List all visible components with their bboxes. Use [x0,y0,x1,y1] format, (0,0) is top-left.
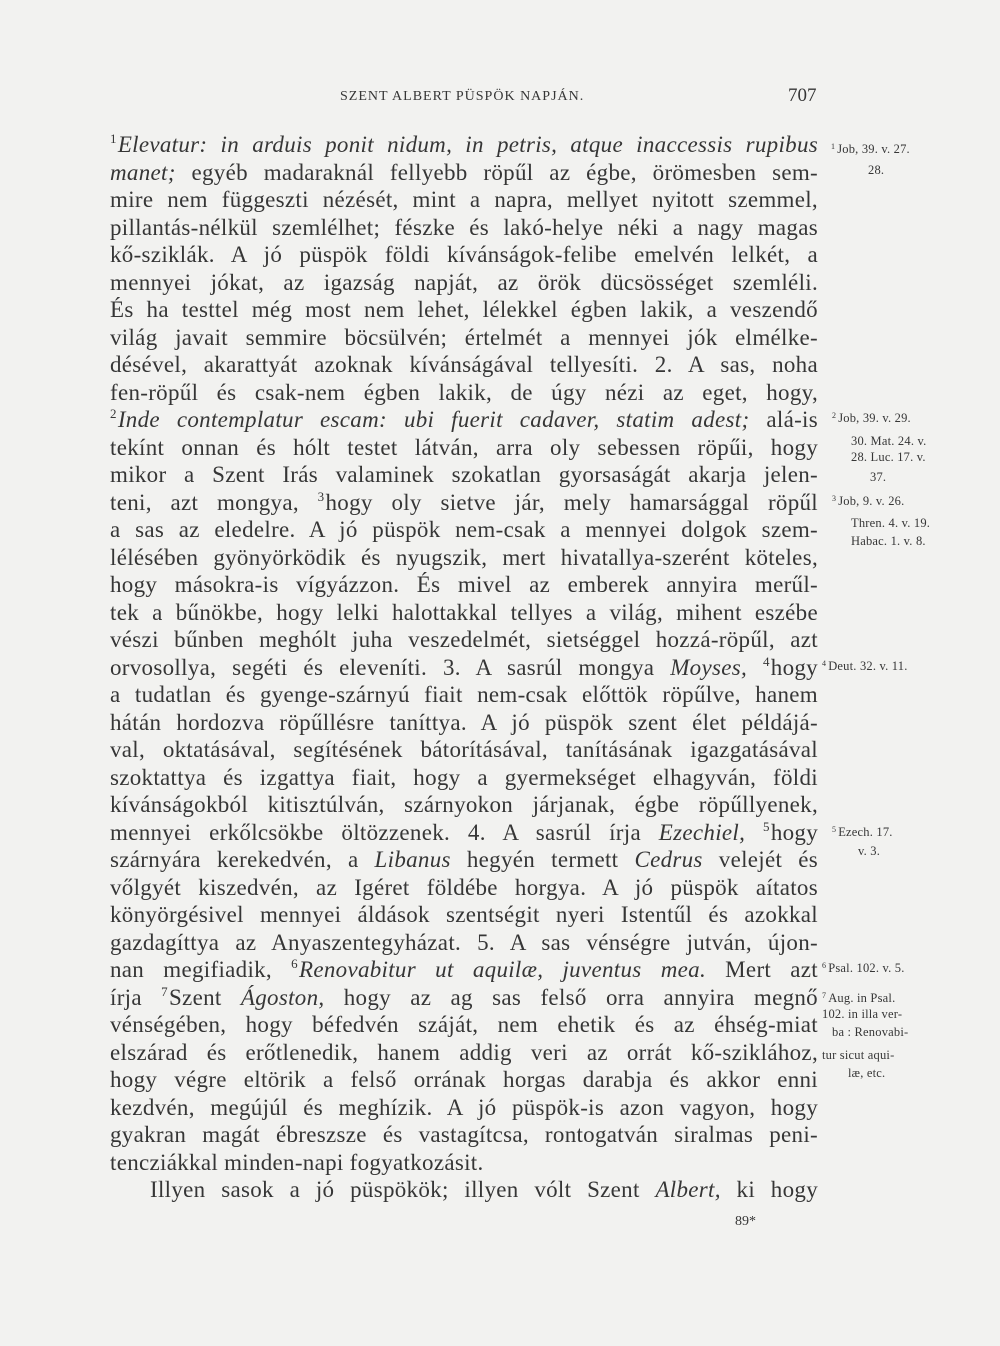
text-run: hogy oly sietve jár, mely hamarsággal röpűl [325,489,819,515]
text-run: mennyei erkőlcsökbe öltözzenek. 4. A sasrúl írja [110,819,659,845]
text-run: vészi bűnben meghólt juha veszedelmét, sietséggel hozzá-röpűl, azt [110,627,818,652]
margin-note-text: 102. in illa ver- [822,1007,903,1021]
margin-note-2-cont [851,450,926,464]
margin-note-text: Job, 9. v. 26. [838,494,905,508]
margin-note-text: Thren. 4. v. 19. [851,516,931,530]
text-run: gyakran magát ébreszsze és vastagítcsa, rontogatván siralmas peni- [110,1122,818,1147]
margin-note-text: 30. Mat. 24. v. [851,434,927,448]
italic-text: Renovabitur ut aquilæ, juventus mea. [298,957,706,982]
italic-text: Albert, [655,1177,721,1202]
text-run: kezdvén, megújúl és meghízik. A jó püspök-is azon vagyon, hogy [110,1094,818,1120]
footnote-marker: 4 [822,659,827,668]
footnote-marker: 5 [763,818,770,834]
text-run: tencziákkal minden-napi fogyatkozásit. [110,1149,484,1175]
italic-text: Inde contemplatur escam: ubi fuerit cadaver, statim adest; [117,407,750,432]
italic-text: Ágoston, [240,984,325,1010]
italic-text: Libanus [374,847,451,872]
page-number: 707 [788,85,817,106]
margin-note-6 [822,961,905,975]
margin-note-text: Ezech. 17. [838,825,893,839]
text-run: hogy másokra-is vígyázzon. És mivel az emberek annyira merűl- [110,572,818,597]
text-run: mennyei jókat, az igazság napját, az örök dücsösséget szemléli. [110,269,818,295]
margin-note-3 [832,494,904,508]
footnote-marker: 7 [822,991,827,1000]
text-run: tek a bűnökbe, hogy lelki halottakkal tellyes a világ, mihent eszébe [110,599,818,625]
margin-note-7-cont [832,1025,908,1039]
footnote-marker: 2 [110,406,117,421]
text-run: a sas az eledelre. A jó püspök nem-csak a mennyei dolgok szem- [110,517,818,542]
margin-note-text: Habac. 1. v. 8. [851,534,926,548]
margin-note-3-cont [851,516,930,530]
text-run: gazdagíttya az Anyaszentegyházat. 5. A sas vénségre jutván, újon- [110,929,818,955]
footnote-marker: 6 [291,956,298,971]
text-run: szoktattya és izgattya fiait, hogy a gyermekséget elhagyván, földi [110,764,818,790]
text-run: fen-röpűl és csak-nem égben lakik, de úgy nézi az eget, hogy, [110,379,818,405]
text-run: hogy az ag sas felső orra annyira megnő [324,984,818,1010]
text-run: Szent [168,984,241,1010]
text-run: velejét és [702,847,818,872]
margin-note-text: tur sicut aqui- [822,1048,895,1062]
text-run: hátán hordozva röpűllésre taníttya. A jó püspök szent élet példájá- [110,709,818,735]
margin-note-text: Psal. 102. v. 5. [828,961,905,975]
footnote-marker: 1 [110,131,117,146]
margin-note-text: Aug. in Psal. [828,991,896,1005]
text-run: elszárad és erőtlenedik, hanem addig veri az orrát kő-sziklához, [110,1039,818,1065]
margin-note-5-cont [858,844,880,858]
text-run: hogy [770,654,818,680]
margin-note-7-cont [848,1066,885,1080]
margin-note-text: Job, 39. v. 27. [837,142,910,156]
text-run: vőlgyét kiszedvén, az Igéret földébe horgya. A jó püspök aítatos [110,874,818,900]
text-run: hogy végre eltörik a felső orrának horgas darabja és akkor enni [110,1067,818,1092]
text-run: ki hogy [720,1177,818,1202]
text-run: val, oktatásával, segítésének bátorításával, tanításának igazgatásával [110,737,818,762]
footnote-marker: 5 [832,825,837,834]
italic-text: manet; [110,159,176,185]
footnote-marker: 1 [831,142,836,151]
text-run: világ javait semmire böcsülvén; értelmét a mennyei jók elmélke- [110,324,818,350]
text-run: teni, azt mongya, [110,489,318,515]
margin-note-4 [822,659,908,673]
footnote-marker: 4 [762,653,770,669]
margin-note-7-cont [822,1048,894,1062]
text-run: könyörgésivel mennyei áldások szentségit nyeri Istentűl és azokkal [110,902,818,927]
text-run: vénségében, hogy béfedvén száját, nem ehetik és az éhség-miat [110,1012,818,1037]
text-run: alá-is [749,407,818,432]
text-run: tekínt onnan és hólt testet látván, arra oly sebessen röpűi, hogy [110,434,818,460]
margin-note-2-cont [851,434,926,448]
text-run: nan megifiadik, [110,957,292,982]
signature-mark: 89* [735,1214,756,1229]
text-run: írja [110,984,162,1010]
footnote-marker: 3 [832,494,837,503]
text-run: hegyén termett [450,847,635,872]
margin-note-text: Deut. 32. v. 11. [828,659,908,673]
margin-note-text: 28. Luc. 17. v. [851,450,926,464]
italic-text: Moyses, [670,654,763,680]
text-run: egyéb madaraknál fellyebb röpűl az égbe, örömesben sem- [175,159,818,185]
text-run: lélésében gyönyörködik és nyugszik, mert hivatallya-szerént köteles, [110,544,818,570]
text-run: hogy [770,819,819,845]
margin-note-text: 28. [868,163,885,177]
italic-text: Cedrus [634,847,703,872]
margin-note-2 [832,411,911,425]
text-run: désével, akarattyát azoknak kívánságával tellyesíti. 2. A sas, noha [110,352,818,377]
margin-note-text: Job, 39. v. 29. [838,411,911,425]
margin-note-text: 37. [870,470,887,484]
text-run: kő-sziklák. A jó püspök földi kívánságok-felibe emelvén lelkét, a [110,242,818,267]
text-run: Illyen sasok a jó püspökök; illyen vólt Szent [150,1177,656,1202]
margin-note-text: ba : Renovabi- [832,1025,909,1039]
margin-note-7-cont [822,1007,902,1021]
text-run: Mert azt [706,957,818,982]
footnote-marker: 3 [317,488,325,504]
text-run: orvosollya, segéti és eleveníti. 3. A sasrúl mongya [110,654,671,680]
margin-note-5 [832,825,893,839]
text-run: mikor a Szent Irás valaminek szokatlan gyorsaságát akarja jelen- [110,462,818,487]
text-run: És ha testtel még most nem lehet, lélekkel égben lakik, a veszendő [110,297,818,322]
running-title: SZENT ALBERT PÜSPÖK NAPJÁN. [340,89,585,104]
margin-note-text: læ, etc. [848,1066,886,1080]
text-run: a tudatlan és gyenge-szárnyú fiait nem-csak előttök röpűlve, hanem [110,682,818,707]
text-run: kívánságokból kitisztúlván, szárnyokon járjanak, égbe röpűllyenek, [110,792,818,817]
margin-note-1 [831,142,910,156]
italic-text: Ezechiel, [658,819,763,845]
margin-note-3-cont [851,534,926,548]
margin-note-1-cont [868,163,884,177]
margin-note-text: v. 3. [858,844,881,858]
margin-note-7 [822,991,895,1005]
text-run: mire nem függeszti nézését, mint a napra, mellyet nyitott szemmel, [110,187,818,212]
italic-text: Elevatur: in arduis ponit nidum, in petris, atque inaccessis rupibus [117,132,818,157]
margin-note-2-cont [870,470,886,484]
text-run: pillantás-nélkül szemlélhet; fészke és lakó-helye néki a nagy magas [110,214,818,240]
text-run: szárnyára kerekedvén, a [110,847,375,872]
footnote-marker: 2 [832,411,837,420]
footnote-marker: 7 [161,983,168,999]
footnote-marker: 6 [822,961,827,970]
